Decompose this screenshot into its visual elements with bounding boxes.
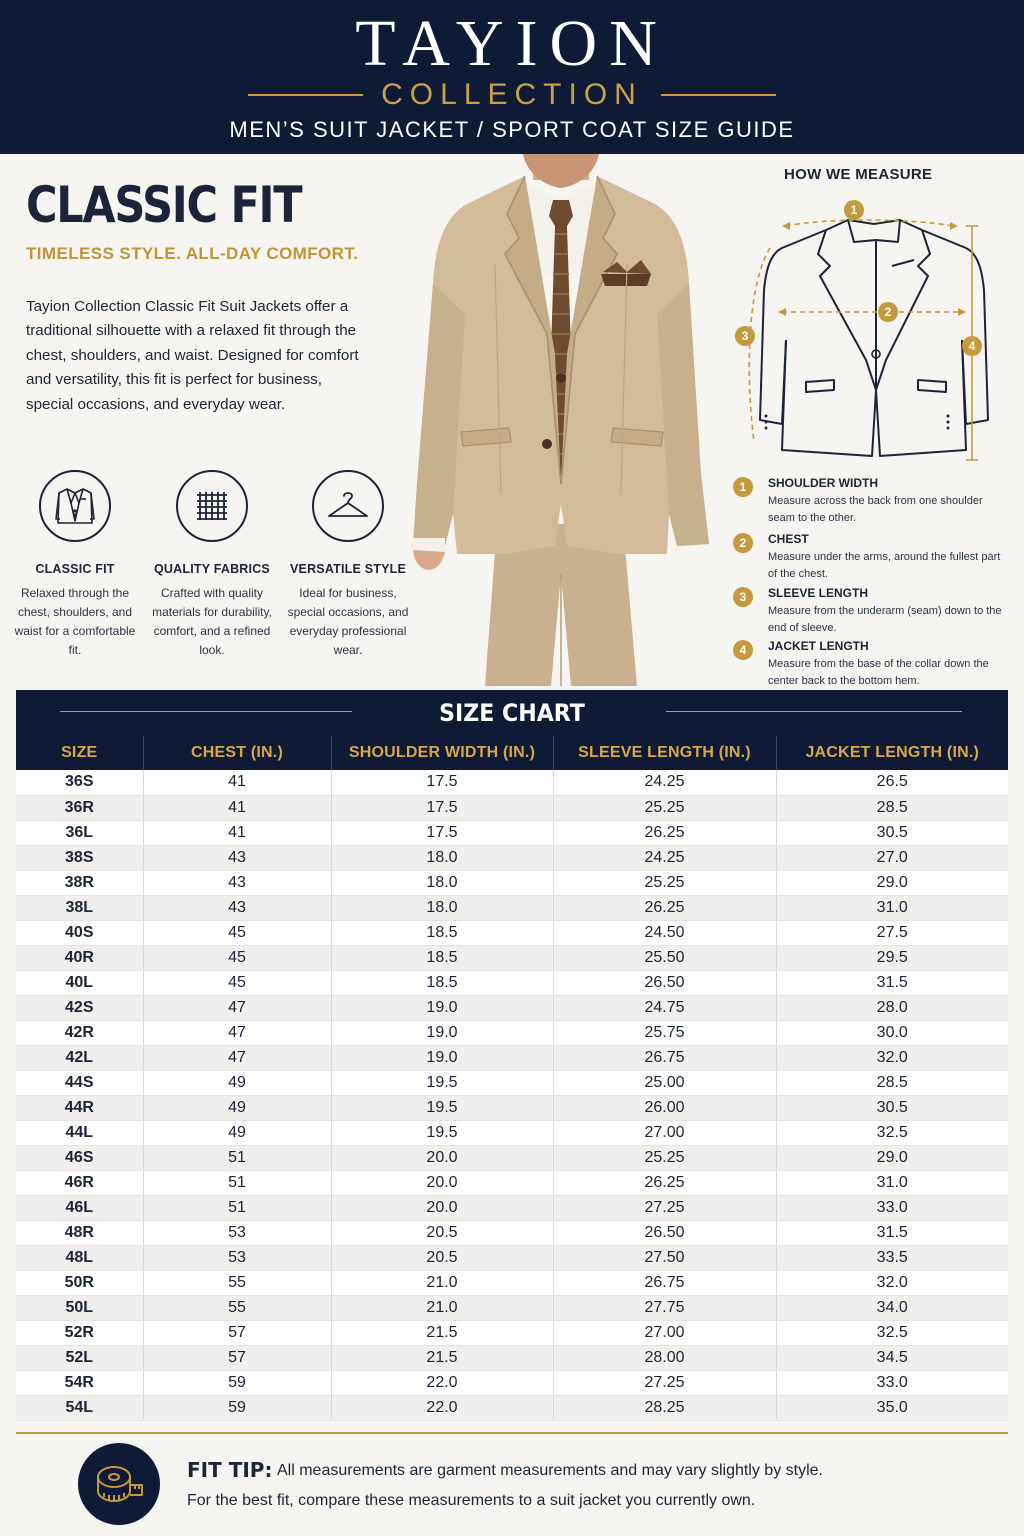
size-cell: 42S [16,995,143,1020]
measurement-cell: 24.50 [553,920,776,945]
measurement-cell: 33.0 [776,1370,1008,1395]
measurement-cell: 28.00 [553,1345,776,1370]
step-text: Measure from the underarm (seam) down to the end of sleeve. [768,605,1002,634]
table-row [16,770,1008,795]
measurement-cell: 17.5 [331,795,553,820]
measurement-cell: 18.5 [331,945,553,970]
measurement-cell: 31.0 [776,895,1008,920]
measurement-cell: 27.0 [776,845,1008,870]
measurement-cell: 28.25 [553,1395,776,1420]
size-cell: 44R [16,1095,143,1120]
table-row [16,1095,1008,1120]
size-cell: 46S [16,1145,143,1170]
step-title: JACKET LENGTH [768,639,869,653]
measurement-cell: 20.5 [331,1220,553,1245]
measurement-cell: 41 [143,820,331,845]
svg-text:3: 3 [741,329,749,343]
measurement-cell: 59 [143,1395,331,1420]
measurement-cell: 19.0 [331,1020,553,1045]
fit-tip-divider [16,1432,1008,1434]
size-cell: 44S [16,1070,143,1095]
measurement-cell: 45 [143,970,331,995]
measurement-cell: 30.5 [776,1095,1008,1120]
measurement-cell: 47 [143,995,331,1020]
measurement-cell: 26.00 [553,1095,776,1120]
table-row [16,795,1008,820]
size-cell: 54L [16,1395,143,1420]
measurement-cell: 24.25 [553,770,776,795]
column-header: SIZE [16,736,143,770]
measuring-tape-icon [78,1443,160,1525]
measurement-cell: 55 [143,1295,331,1320]
table-row [16,1045,1008,1070]
fit-title: CLASSIC FIT [26,176,302,234]
table-row [16,1295,1008,1320]
measurement-cell: 30.0 [776,1020,1008,1045]
measurement-cell: 33.0 [776,1195,1008,1220]
size-cell: 36R [16,795,143,820]
measurement-cell: 30.5 [776,820,1008,845]
table-row [16,1370,1008,1395]
step-text: Measure from the base of the collar down the center back to the bottom hem. [768,658,989,687]
step-title: SLEEVE LENGTH [768,586,869,600]
measurement-cell: 47 [143,1045,331,1070]
measurement-cell: 27.00 [553,1120,776,1145]
size-cell: 46R [16,1170,143,1195]
measurement-cell: 32.5 [776,1120,1008,1145]
measurement-cell: 20.0 [331,1170,553,1195]
measurement-cell: 21.5 [331,1320,553,1345]
measurement-cell: 24.75 [553,995,776,1020]
measurement-cell: 33.5 [776,1245,1008,1270]
measurement-cell: 26.25 [553,820,776,845]
measurement-cell: 31.5 [776,970,1008,995]
measurement-cell: 26.75 [553,1045,776,1070]
measurement-diagram [726,190,1016,470]
size-cell: 52L [16,1345,143,1370]
measurement-cell: 28.5 [776,1070,1008,1095]
table-row [16,895,1008,920]
measurement-cell: 29.5 [776,945,1008,970]
table-row [16,945,1008,970]
measurement-cell: 21.0 [331,1295,553,1320]
measurement-cell: 29.0 [776,1145,1008,1170]
size-cell: 50R [16,1270,143,1295]
fit-tip-text: All measurements are garment measurements and may vary slightly by style. [277,1462,823,1479]
measurement-cell: 27.75 [553,1295,776,1320]
step-title: SHOULDER WIDTH [768,476,878,490]
measurement-cell: 57 [143,1320,331,1345]
measurement-cell: 24.25 [553,845,776,870]
svg-text:2: 2 [884,305,892,319]
size-cell: 50L [16,1295,143,1320]
measurement-cell: 45 [143,945,331,970]
divider-right [661,94,776,96]
hanger-icon [312,470,384,542]
measurement-cell: 25.50 [553,945,776,970]
table-row [16,870,1008,895]
measurement-cell: 34.0 [776,1295,1008,1320]
measurement-cell: 57 [143,1345,331,1370]
measurement-cell: 20.0 [331,1145,553,1170]
column-header: CHEST (IN.) [143,736,331,770]
measurement-cell: 59 [143,1370,331,1395]
measurement-cell: 25.00 [553,1070,776,1095]
measurement-cell: 27.5 [776,920,1008,945]
measurement-cell: 45 [143,920,331,945]
measurement-cell: 41 [143,795,331,820]
measurement-cell: 18.5 [331,920,553,945]
measurement-cell: 47 [143,1020,331,1045]
size-cell: 40S [16,920,143,945]
feature-text: Relaxed through the chest, shoulders, and waist for a comfortable fit. [14,586,136,657]
measurement-cell: 28.0 [776,995,1008,1020]
measurement-cell: 20.0 [331,1195,553,1220]
table-row [16,1170,1008,1195]
measurement-cell: 51 [143,1170,331,1195]
measurement-cell: 25.25 [553,1145,776,1170]
size-cell: 42L [16,1045,143,1070]
measurement-cell: 19.5 [331,1070,553,1095]
column-header: JACKET LENGTH (IN.) [776,736,1008,770]
table-row [16,1120,1008,1145]
size-cell: 38R [16,870,143,895]
step-text: Measure under the arms, around the fullest part of the chest. [768,551,1001,580]
step-number: 4 [733,640,753,660]
measurement-cell: 27.00 [553,1320,776,1345]
table-row [16,970,1008,995]
size-cell: 38S [16,845,143,870]
measurement-cell: 21.0 [331,1270,553,1295]
fit-tip-text: For the best fit, compare these measurements to a suit jacket you currently own. [187,1492,756,1509]
measurement-cell: 43 [143,895,331,920]
measurement-cell: 55 [143,1270,331,1295]
measurement-cell: 19.5 [331,1120,553,1145]
measurement-cell: 31.0 [776,1170,1008,1195]
size-cell: 36S [16,770,143,795]
size-chart-table [16,736,1008,1421]
feature-quality-fabrics [147,470,277,660]
divider-left [248,94,363,96]
measurement-cell: 32.5 [776,1320,1008,1345]
size-cell: 38L [16,895,143,920]
table-row [16,1345,1008,1370]
table-row [16,1070,1008,1095]
jacket-icon [39,470,111,542]
step-title: CHEST [768,532,809,546]
measurement-cell: 26.25 [553,895,776,920]
measurement-cell: 25.75 [553,1020,776,1045]
measurement-cell: 27.50 [553,1245,776,1270]
measurement-cell: 32.0 [776,1045,1008,1070]
column-header: SLEEVE LENGTH (IN.) [553,736,776,770]
measurement-cell: 20.5 [331,1245,553,1270]
table-row [16,1195,1008,1220]
size-chart-title: SIZE CHART [439,699,585,727]
measurement-cell: 35.0 [776,1395,1008,1420]
measurement-cell: 17.5 [331,820,553,845]
feature-title: VERSATILE STYLE [290,562,406,576]
measurement-cell: 53 [143,1220,331,1245]
measurement-cell: 31.5 [776,1220,1008,1245]
measurement-cell: 51 [143,1145,331,1170]
measurement-cell: 26.75 [553,1270,776,1295]
table-header-row [16,736,1008,770]
measurement-cell: 18.0 [331,845,553,870]
intro-description: Tayion Collection Classic Fit Suit Jackets offer a traditional silhouette with a relaxed fit through the chest, shoulders, and waist. Designed for comfort and versatility, this fit is perfect for business, special occasions, and everyday wear. [26,298,359,413]
measurement-cell: 19.0 [331,1045,553,1070]
measurement-cell: 49 [143,1070,331,1095]
feature-title: CLASSIC FIT [35,562,115,576]
measurement-cell: 32.0 [776,1270,1008,1295]
table-row [16,1145,1008,1170]
feature-text: Ideal for business, special occasions, and everyday professional wear. [287,586,409,657]
measurement-cell: 29.0 [776,870,1008,895]
measurement-cell: 21.5 [331,1345,553,1370]
table-row [16,995,1008,1020]
measurement-cell: 28.5 [776,795,1008,820]
measurement-cell: 49 [143,1120,331,1145]
column-header: SHOULDER WIDTH (IN.) [331,736,553,770]
table-row [16,1270,1008,1295]
measurement-cell: 27.25 [553,1195,776,1220]
size-cell: 44L [16,1120,143,1145]
guide-title: MEN’S SUIT JACKET / SPORT COAT SIZE GUIDE [229,117,795,142]
brand-name: TAYION [355,7,669,80]
size-cell: 42R [16,1020,143,1045]
measurement-cell: 34.5 [776,1345,1008,1370]
measurement-cell: 22.0 [331,1395,553,1420]
measurement-cell: 22.0 [331,1370,553,1395]
table-row [16,1220,1008,1245]
collection-row [248,78,776,112]
how-we-measure-title: HOW WE MEASURE [784,166,933,183]
header-banner [0,0,1024,154]
svg-text:4: 4 [968,339,976,353]
svg-text:1: 1 [850,203,858,217]
feature-versatile-style [283,470,413,660]
measurement-cell: 49 [143,1095,331,1120]
model-suit-image [405,154,717,686]
table-row [16,845,1008,870]
measurement-cell: 26.5 [776,770,1008,795]
feature-classic-fit [10,470,140,660]
size-cell: 40R [16,945,143,970]
feature-title: QUALITY FABRICS [154,562,270,576]
measurement-cell: 17.5 [331,770,553,795]
measurement-cell: 19.5 [331,1095,553,1120]
fit-tip-label: FIT TIP: [187,1458,273,1482]
step-number: 2 [733,533,753,553]
fabric-icon [176,470,248,542]
collection-label: COLLECTION [381,78,643,111]
measurement-cell: 26.25 [553,1170,776,1195]
table-row [16,920,1008,945]
size-cell: 54R [16,1370,143,1395]
measurement-cell: 19.0 [331,995,553,1020]
measurement-cell: 53 [143,1245,331,1270]
size-chart-header [16,690,1008,736]
measurement-cell: 51 [143,1195,331,1220]
table-row [16,820,1008,845]
size-cell: 40L [16,970,143,995]
measurement-cell: 18.0 [331,895,553,920]
tagline: TIMELESS STYLE. ALL-DAY COMFORT. [26,244,359,263]
table-row [16,1320,1008,1345]
measurement-cell: 27.25 [553,1370,776,1395]
size-cell: 48R [16,1220,143,1245]
size-cell: 46L [16,1195,143,1220]
step-number: 3 [733,587,753,607]
measurement-cell: 18.0 [331,870,553,895]
measurement-cell: 18.5 [331,970,553,995]
measurement-cell: 41 [143,770,331,795]
measurement-cell: 25.25 [553,870,776,895]
measurement-cell: 26.50 [553,970,776,995]
size-cell: 48L [16,1245,143,1270]
step-number: 1 [733,477,753,497]
size-cell: 52R [16,1320,143,1345]
step-text: Measure across the back from one shoulder seam to the other. [768,495,983,524]
size-cell: 36L [16,820,143,845]
measurement-cell: 43 [143,845,331,870]
measurement-cell: 26.50 [553,1220,776,1245]
table-row [16,1395,1008,1420]
table-row [16,1245,1008,1270]
feature-text: Crafted with quality materials for durability, comfort, and a refined look. [152,586,272,657]
table-row [16,1020,1008,1045]
measurement-cell: 43 [143,870,331,895]
measurement-cell: 25.25 [553,795,776,820]
